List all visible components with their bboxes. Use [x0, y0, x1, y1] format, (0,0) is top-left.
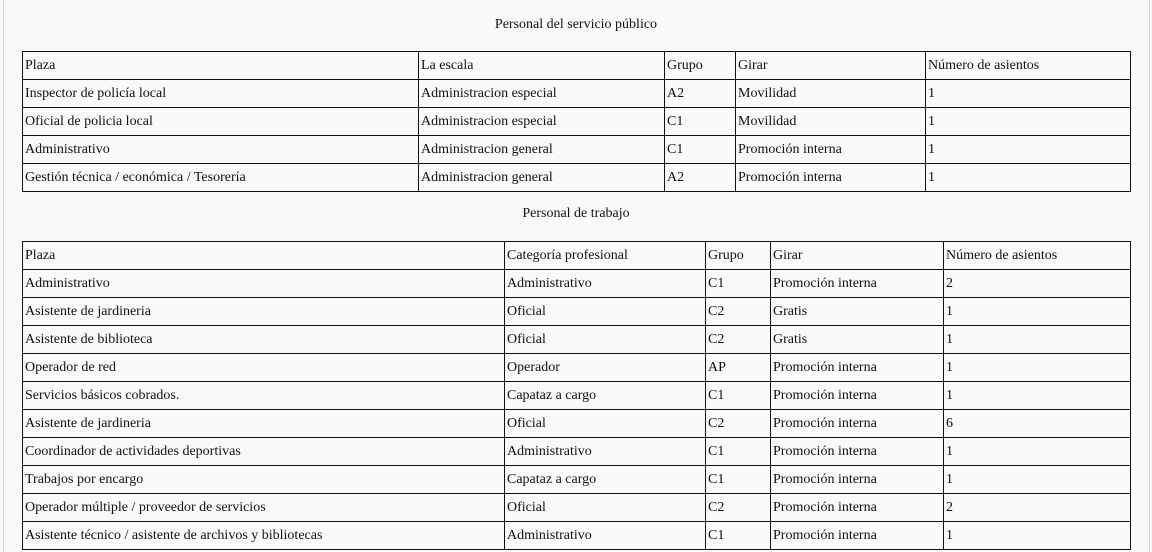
cell-girar: Promoción interna	[771, 382, 944, 410]
cell-plaza: Servicios básicos cobrados.	[23, 382, 505, 410]
cell-plaza: Inspector de policía local	[23, 80, 419, 108]
cell-grupo: C2	[706, 494, 771, 522]
cell-asientos: 6	[944, 410, 1131, 438]
column-header-girar: Girar	[736, 52, 926, 80]
cell-plaza: Oficial de policia local	[23, 108, 419, 136]
cell-grupo: C2	[706, 326, 771, 354]
cell-plaza: Coordinador de actividades deportivas	[23, 438, 505, 466]
cell-grupo: C1	[706, 382, 771, 410]
cell-asientos: 1	[944, 382, 1131, 410]
column-header-escala: La escala	[419, 52, 665, 80]
cell-girar: Gratis	[771, 326, 944, 354]
cell-categoria: Administrativo	[505, 522, 706, 550]
cell-girar: Promoción interna	[771, 522, 944, 550]
column-header-grupo: Grupo	[665, 52, 736, 80]
cell-categoria: Capataz a cargo	[505, 466, 706, 494]
table-row	[23, 382, 1131, 410]
cell-asientos: 1	[926, 136, 1131, 164]
cell-grupo: C2	[706, 298, 771, 326]
cell-plaza: Gestión técnica / económica / Tesorería	[23, 164, 419, 192]
cell-categoria: Oficial	[505, 326, 706, 354]
cell-escala: Administracion general	[419, 136, 665, 164]
cell-grupo: C2	[706, 410, 771, 438]
table-row	[23, 164, 1131, 192]
table-row	[23, 410, 1131, 438]
cell-girar: Promoción interna	[771, 494, 944, 522]
cell-asientos: 1	[944, 298, 1131, 326]
table-row	[23, 354, 1131, 382]
table-row	[23, 466, 1131, 494]
cell-escala: Administracion especial	[419, 108, 665, 136]
cell-grupo: C1	[665, 136, 736, 164]
cell-asientos: 1	[926, 164, 1131, 192]
cell-categoria: Oficial	[505, 410, 706, 438]
table-row	[23, 270, 1131, 298]
cell-asientos: 2	[944, 270, 1131, 298]
cell-plaza: Asistente técnico / asistente de archivos y bibliotecas	[23, 522, 505, 550]
cell-girar: Gratis	[771, 298, 944, 326]
cell-plaza: Asistente de biblioteca	[23, 326, 505, 354]
cell-plaza: Operador de red	[23, 354, 505, 382]
cell-plaza: Asistente de jardineria	[23, 410, 505, 438]
cell-girar: Promoción interna	[736, 164, 926, 192]
cell-plaza: Administrativo	[23, 270, 505, 298]
cell-grupo: AP	[706, 354, 771, 382]
cell-escala: Administracion especial	[419, 80, 665, 108]
cell-asientos: 1	[926, 80, 1131, 108]
table-row	[23, 326, 1131, 354]
cell-grupo: C1	[706, 270, 771, 298]
cell-grupo: C1	[706, 466, 771, 494]
cell-asientos: 1	[944, 354, 1131, 382]
cell-girar: Promoción interna	[771, 270, 944, 298]
table-row	[23, 298, 1131, 326]
cell-asientos: 1	[944, 466, 1131, 494]
cell-girar: Movilidad	[736, 108, 926, 136]
table-row	[23, 136, 1131, 164]
cell-categoria: Administrativo	[505, 438, 706, 466]
table-row	[23, 438, 1131, 466]
cell-girar: Promoción interna	[771, 438, 944, 466]
cell-categoria: Oficial	[505, 494, 706, 522]
table-row	[23, 80, 1131, 108]
cell-grupo: C1	[706, 522, 771, 550]
column-header-categoria: Categoría profesional	[505, 242, 706, 270]
column-header-asientos: Número de asientos	[944, 242, 1131, 270]
cell-escala: Administracion general	[419, 164, 665, 192]
cell-grupo: C1	[706, 438, 771, 466]
cell-categoria: Operador	[505, 354, 706, 382]
cell-girar: Promoción interna	[771, 466, 944, 494]
table-row	[23, 108, 1131, 136]
column-header-asientos: Número de asientos	[926, 52, 1131, 80]
cell-grupo: A2	[665, 80, 736, 108]
column-header-grupo: Grupo	[706, 242, 771, 270]
table1-header-row	[23, 52, 1131, 80]
cell-asientos: 1	[926, 108, 1131, 136]
cell-girar: Promoción interna	[771, 410, 944, 438]
cell-asientos: 2	[944, 494, 1131, 522]
cell-girar: Movilidad	[736, 80, 926, 108]
table1-caption: Personal del servicio público	[494, 17, 658, 32]
column-header-plaza: Plaza	[23, 242, 505, 270]
cell-plaza: Administrativo	[23, 136, 419, 164]
cell-categoria: Capataz a cargo	[505, 382, 706, 410]
table-row	[23, 494, 1131, 522]
column-header-girar: Girar	[771, 242, 944, 270]
column-header-plaza: Plaza	[23, 52, 419, 80]
public-service-staff-table	[22, 51, 1131, 192]
cell-girar: Promoción interna	[736, 136, 926, 164]
cell-plaza: Trabajos por encargo	[23, 466, 505, 494]
cell-asientos: 1	[944, 522, 1131, 550]
cell-asientos: 1	[944, 438, 1131, 466]
cell-asientos: 1	[944, 326, 1131, 354]
table2-caption: Personal de trabajo	[522, 206, 630, 221]
table2-header-row	[23, 242, 1131, 270]
cell-plaza: Asistente de jardineria	[23, 298, 505, 326]
cell-girar: Promoción interna	[771, 354, 944, 382]
work-staff-table	[22, 241, 1131, 550]
table-row	[23, 522, 1131, 550]
cell-grupo: A2	[665, 164, 736, 192]
cell-plaza: Operador múltiple / proveedor de servicios	[23, 494, 505, 522]
cell-categoria: Administrativo	[505, 270, 706, 298]
cell-grupo: C1	[665, 108, 736, 136]
cell-categoria: Oficial	[505, 298, 706, 326]
